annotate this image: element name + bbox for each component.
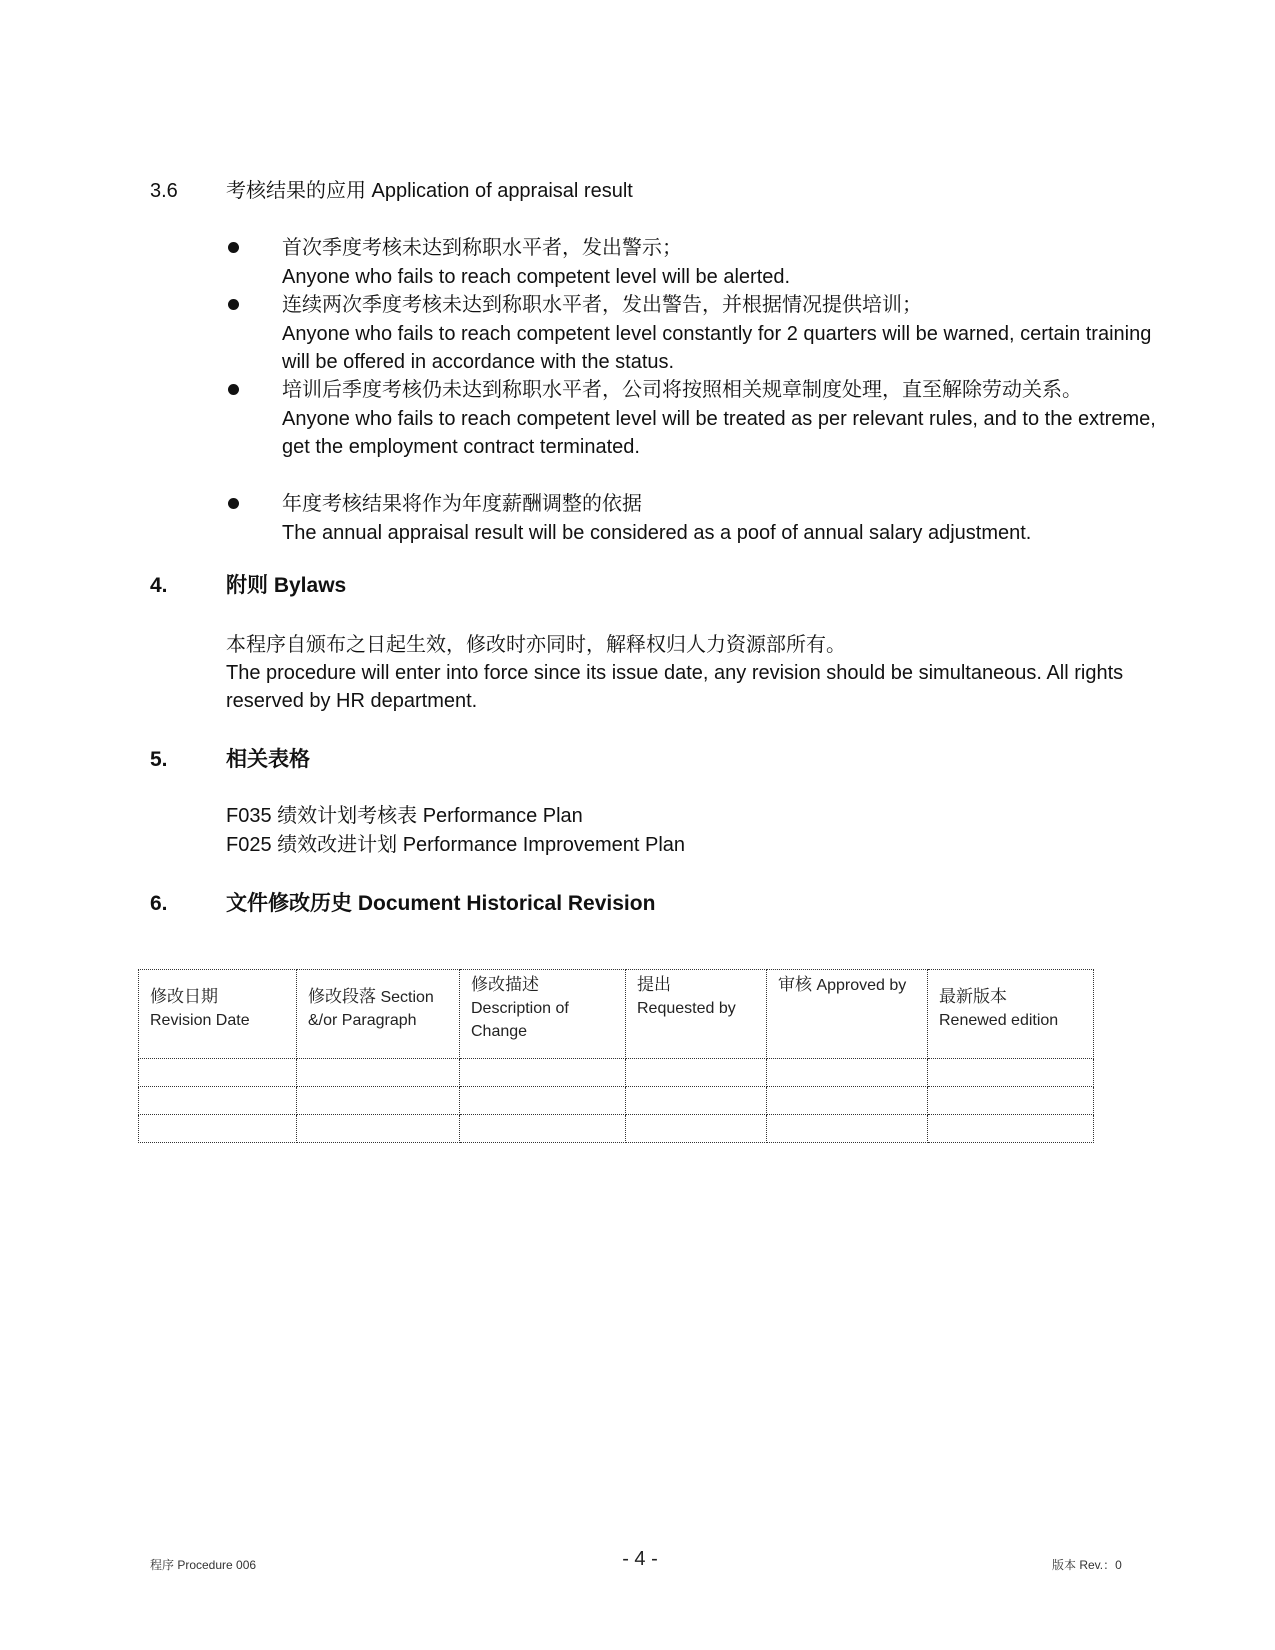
table-cell xyxy=(928,1115,1094,1143)
section-number: 4. xyxy=(150,574,168,597)
bullet-item xyxy=(282,375,1182,462)
bylaws-zh: 本程序自颁布之日起生效，修改时亦同时，解释权归人力资源部所有。 xyxy=(226,632,846,656)
footer-revision: 版本 Rev.：0 xyxy=(1052,1558,1122,1572)
section-number: 3.6 xyxy=(150,180,178,202)
table-cell xyxy=(297,1087,460,1115)
section-title: 文件修改历史 Document Historical Revision xyxy=(226,892,656,915)
section-title: 相关表格 xyxy=(226,748,310,771)
related-forms-list xyxy=(226,802,1186,859)
table-header-cell: 提出 Requested by xyxy=(626,970,767,1059)
table-cell xyxy=(139,1115,297,1143)
table-cell xyxy=(928,1059,1094,1087)
revision-history-table xyxy=(138,969,1094,1143)
section-number: 5. xyxy=(150,748,168,771)
bullet-dot xyxy=(228,242,239,253)
table-cell xyxy=(928,1087,1094,1115)
table-cell xyxy=(460,1087,626,1115)
table-cell xyxy=(626,1059,767,1087)
table-cell xyxy=(767,1059,928,1087)
table-cell xyxy=(626,1087,767,1115)
bullet-dot xyxy=(228,299,239,310)
page-number: - 4 - xyxy=(622,1548,658,1570)
bullet-zh: 培训后季度考核仍未达到称职水平者，公司将按照相关规章制度处理，直至解除劳动关系。 xyxy=(282,377,1082,401)
bylaws-en: The procedure will enter into force since its issue date, any revision should be simultaneous. All rights reserved by HR department. xyxy=(226,661,1124,712)
bullet-item xyxy=(282,290,1182,377)
bullet-en: Anyone who fails to reach competent level constantly for 2 quarters will be warned, certain training will be offered in accordance with the status. xyxy=(282,322,1152,373)
table-header-cell: 修改段落 Section &/or Paragraph xyxy=(297,970,460,1059)
table-header-cell: 最新版本 Renewed edition xyxy=(928,970,1094,1059)
table-cell xyxy=(626,1115,767,1143)
table-cell xyxy=(767,1087,928,1115)
table-cell xyxy=(139,1087,297,1115)
bullet-zh: 首次季度考核未达到称职水平者，发出警示； xyxy=(282,235,682,259)
section-title: 附则 Bylaws xyxy=(226,574,347,597)
bullet-zh: 年度考核结果将作为年度薪酬调整的依据 xyxy=(282,491,642,515)
bullet-en: The annual appraisal result will be considered as a poof of annual salary adjustment. xyxy=(282,521,1032,544)
table-row xyxy=(139,1087,1094,1115)
table-cell xyxy=(297,1115,460,1143)
table-header-cell: 修改日期 Revision Date xyxy=(139,970,297,1059)
form-item: F035 绩效计划考核表 Performance Plan xyxy=(226,805,583,827)
table-row xyxy=(139,1059,1094,1087)
table-header-row xyxy=(139,970,1094,1059)
table-row xyxy=(139,1115,1094,1143)
section-number: 6. xyxy=(150,892,168,915)
table-cell xyxy=(460,1115,626,1143)
section-title: 考核结果的应用 Application of appraisal result xyxy=(226,180,633,202)
bullet-en: Anyone who fails to reach competent level will be alerted. xyxy=(282,265,791,288)
bullet-item xyxy=(282,233,1182,291)
table-header-cell: 审核 Approved by xyxy=(767,970,928,1059)
table-header-cell: 修改描述 Description of Change xyxy=(460,970,626,1059)
table-cell xyxy=(139,1059,297,1087)
bylaws-paragraph xyxy=(226,630,1186,716)
footer-procedure-number: 程序 Procedure 006 xyxy=(150,1558,257,1572)
bullet-dot xyxy=(228,384,239,395)
table-cell xyxy=(767,1115,928,1143)
table-cell xyxy=(297,1059,460,1087)
bullet-zh: 连续两次季度考核未达到称职水平者，发出警告，并根据情况提供培训； xyxy=(282,292,922,316)
bullet-item xyxy=(282,489,1182,547)
bullet-dot xyxy=(228,498,239,509)
form-item: F025 绩效改进计划 Performance Improvement Plan xyxy=(226,833,686,856)
table-cell xyxy=(460,1059,626,1087)
bullet-en: Anyone who fails to reach competent level will be treated as per relevant rules, and to the extreme, get the employment contract terminated. xyxy=(282,407,1156,458)
